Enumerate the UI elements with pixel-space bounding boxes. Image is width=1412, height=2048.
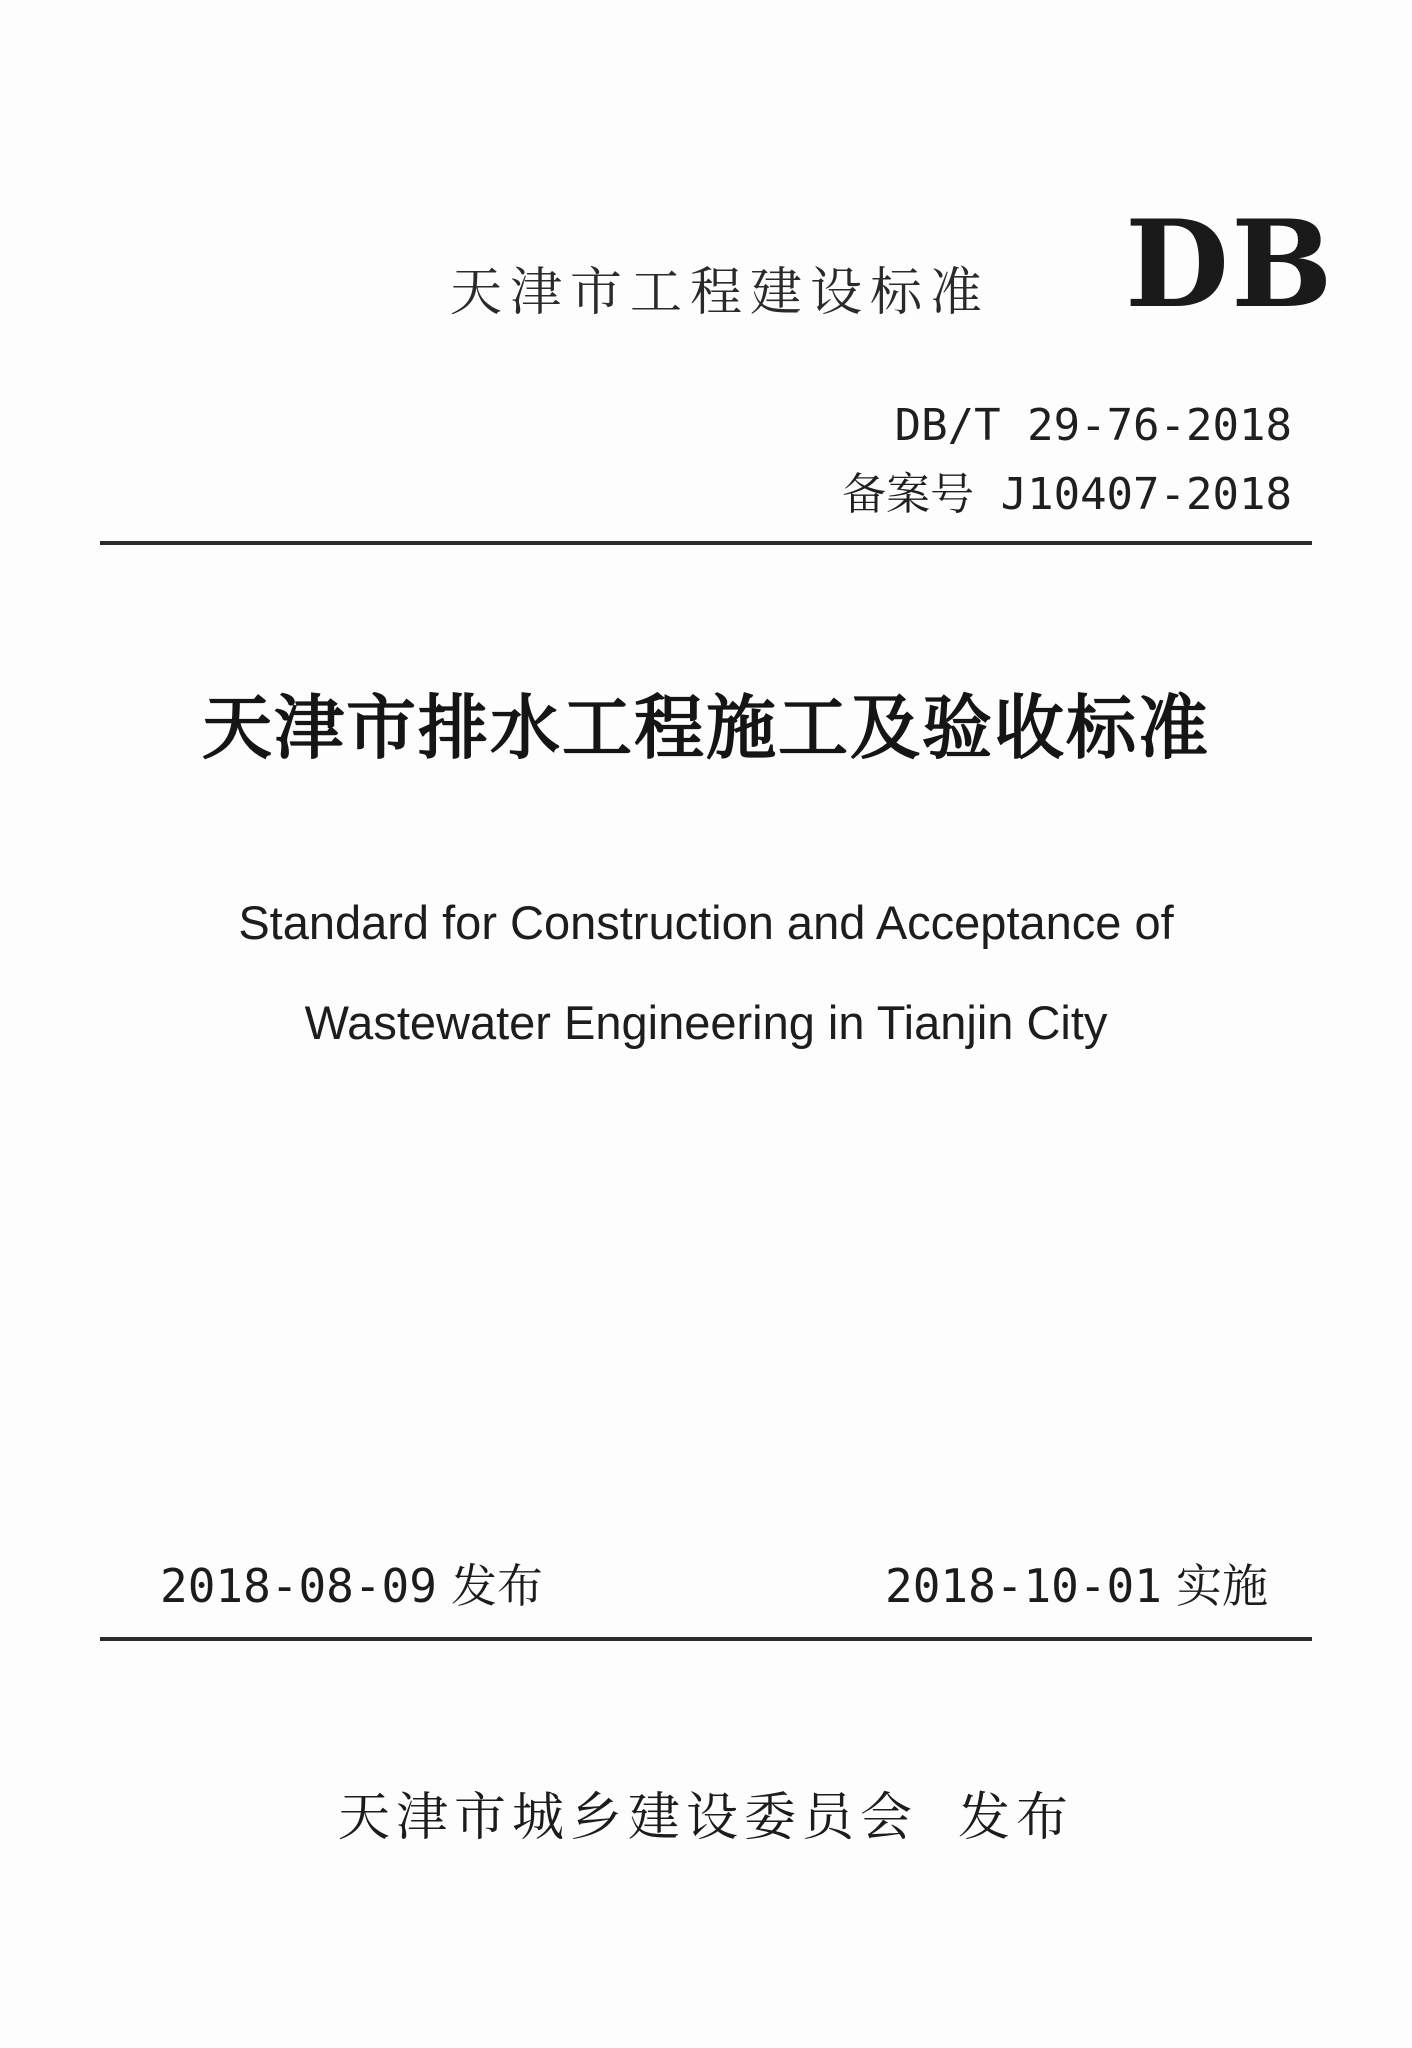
effective-date-line (885, 1550, 1268, 1616)
standard-series-label: 天津市工程建设标准 (450, 263, 991, 323)
record-number: 备案号 J10407-2018 (842, 469, 1292, 520)
title-english-line-2: Wastewater Engineering in Tianjin City (304, 996, 1108, 1049)
bottom-divider (100, 1637, 1312, 1641)
title-english-line-1: Standard for Construction and Acceptance of (238, 896, 1174, 949)
issue-date: 2018-08-09 (160, 1559, 437, 1613)
publisher-line (0, 1775, 1412, 1850)
db-mark: DB (1125, 194, 1335, 335)
issue-date-line (160, 1550, 543, 1616)
top-divider (100, 541, 1312, 545)
issue-label: 发布 (450, 1559, 543, 1613)
title-chinese: 天津市排水工程施工及验收标准 (202, 687, 1210, 769)
standard-code: DB/T 29-76-2018 (894, 400, 1292, 451)
publisher-name: 天津市城乡建设委员会 (337, 1788, 918, 1848)
publisher-action: 发布 (958, 1788, 1075, 1848)
effective-date: 2018-10-01 (885, 1559, 1162, 1613)
effective-label: 实施 (1175, 1559, 1268, 1613)
